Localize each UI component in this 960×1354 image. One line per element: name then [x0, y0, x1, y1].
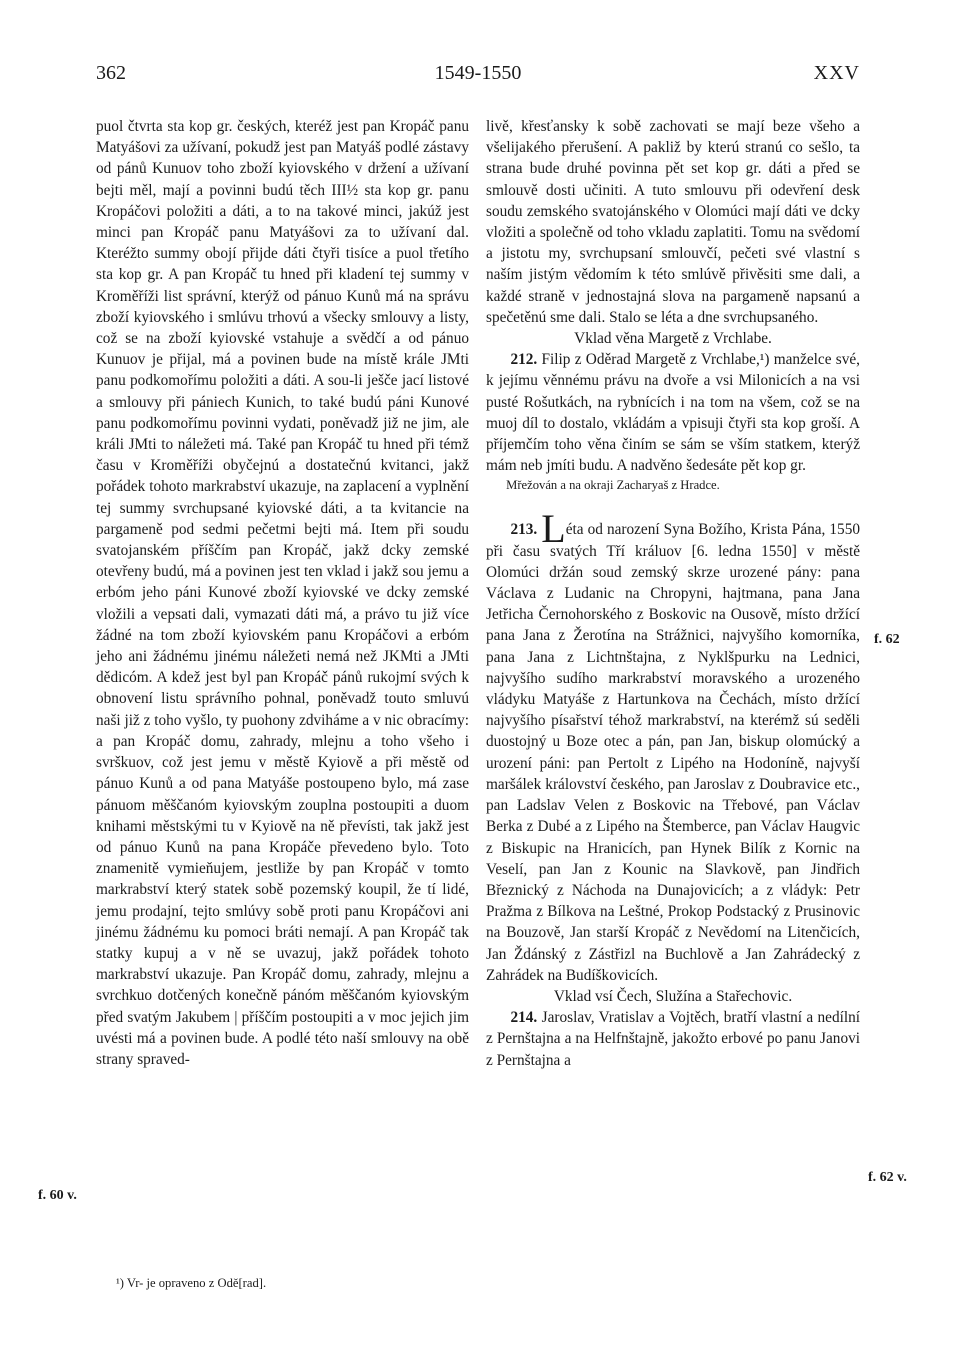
entry-214-heading: Vklad vsí Čech, Služína a Stařechovic. [553, 987, 793, 1005]
entry-213-text: éta od narození Syna Božího, Krista Pána, 1550 při času svatých Tří králuov [6. ledna 1550] v městě Olomúci držán soud zemský skrze urozené pány: pana Václava z Ludanic na Chropyni, hajtmana, pana Jana Jetřicha Černohorského z Boskovic na Ousově, místo držící pana Jana z Žerotína na Strážnici, najvyšího komorníka, pana Jana z Lichtnštajna, z Nyklšpurku na Lednici, najvyšího sudího markrabství moravského a urozeného vládyku Matyáše z Hartunkova na Čechách, místo držící najvyšího písařství téhož markrabství, na kterémž sú seděli duostojný u Boze otec a pán, pan Jan, biskup olomúcký a urození páni: pan Pertolt z Lipého na Hodoníně, najvyší maršálek království českého, pan Jaroslav z Doubravice etc., pan Ladslav Velen z Boskovic na Třebové, pan Václav Berka z Dubé a z Lipého na Štemberce, pan Václav Haugvic z Biskupic na Hranicích, pan Hynek Bilík z Kornic na Veselí, pan Jan z Kounic na Slavkově, pan Jindřich Březnický z Náchoda na Dunajovicích; a z vládyk: Petr Pražma z Bílkova na Leštné, Prokop Podstacký z Prusinovic na Bouzově, Jan starší Kropáč z Nevědomí na Litenčicích, Jan Ždánský z Zástřizl na Buchlově a Jan Zahrádecký z Zahrádek na Budíškovicích. [486, 521, 860, 984]
right-column-continuation: livě, křesťansky k sobě zachovati se mají beze všeho a všelijakého přerušení. A pakliž by kterú stranú co sešlo, ta strana bude druhé povinna pět set kop gr. dáti a před se smlouvě dosti učiniti. A tuto smlouvu při odevření desk soudu zemského svatojánského v Olomúci mají dáti ve dcky vložiti a společně od toho vkladu zaplatiti. Tomu na svědomí a jistotu my, svrchupsaní smlouvčí, pečeti své vlastní s naším jistým vědomím k této smlúvě přivěsiti sme dali, a každé straně v jednostajná slova na pargameně napsanú a spečetěnú sme dali. Stalo se léta a dne svrchupsaného. [486, 118, 860, 326]
page-number: 362 [96, 62, 126, 84]
left-column-text: puol čtvrta sta kop gr. českých, kteréž jest pan Kropáč panu Matyášovi za užívaní, pokudž jest pan Matyáš podlé zástavy od pánů Kunuov toho zboží kyiovského v držení a užívaní bejti měl, mají a povinni budú těch III½ sta kop gr. panu Kropáčovi položiti a dáti, a to na takové minci, jakúž jest minci pan Kropáč panu Matyášovi za to užívaní dal. Kteréžto summy obojí přijde dáti čtyři tisíce a puol třetího sta kop gr. A pan Kropáč tu hned při kladení tej summy v Kroměříži list správní, kterýž od pánuo Kunů má na správu zboží kyiovského i smlúvu trhovú a všecky smlouvy a listy, což se na zboží kyiovské vstahuje a svědčí a od pánuo Kunuov je přijal, má a povinen bude na místě krále JMti panu podkomořímu položiti a dáti. A sou-li ješče jací listové a smlouvy při pániech Kunich, to také budú páni Kunové panu podkomořímu povinni vydati, poněvadž již ne jim, ale králi JMti to náležeti má. Také pan Kropáč tu hned při témž času v Kroměříži obyčejnú a dostatečnú kvitanci, jakž pořádek tohoto markrabství ukazuje, na zaplacení a vyplnění tej summy svrchupsané kyiovské dáti, a ta kvitancie na pargameně pod sedmi pečetmi bejti má. Item při soudu svatojanském příščím pan Kropáč, jakž dcky zemské otevřeny budú, má a povinen jest ten vklad i jakž sou jemu a erbóm jeho páni Kunové zboží kyiovské ve dcky zemské vložili a vepsati dali, vymazati dáti má, a právo tu již více žádné na tom zboží kyiovském panu Kropáčovi a erbóm jeho ani žádnému jinému náležeti nemá než JKMti a JMti dědicóm. A kdež jest byl pan Kropáč pánů rukojmí svých k obnovení listu správního pohnal, poněvadž touto smluvú naši již z toho vyšlo, ty puohony zdviháme a v nic obracímy: a pan Kropáč domu, zahrady, mlejnu a toho všeho i svrškuov, což jest jemu v městě Kyiově a při městě od pánuo Kunů a od pana Matyáše postoupeno bylo, má zase pánuom měščanóm kyiovským zouplna postoupiti a duom knihami městskými tu v Kyiově na ně převísti, tak jakž jest od pánuo Kunů na pana Kropáče převedeno bylo. Toto znamenitě vymieňujem, jestliže by pan Kropáč v tomto markrabství který statek sobě pozemský koupil, že tí lidé, jemu prodajní, tejto smlúvy sobě proti panu Kropáčovi ani jinému žádnému ku pomoci bráti nemají. A pan Kropáč tak statky kupuj a v ně se uvazuj, jakž pořádek tohoto markrabství ukazuje. Pan Kropáč domu, zahrady, mlejnu a svrchkuo dotčených konečně pánóm měščanóm kyiovským před svatým Jakubem | příščím postoupiti a v moc jejich jim uvésti má a povinen bude. A podlé této naší smlouvy na obě strany spraved- [96, 118, 469, 1068]
header-years: 1549-1550 [434, 62, 522, 84]
margin-note-f62: f. 62 [874, 632, 900, 647]
entry-213-initial: L [541, 506, 566, 552]
entry-214-text: Jaroslav, Vratislav a Vojtěch, bratří vlastní a nedílní z Pernštajna a na Helfnštajně, jakožto erbové po panu Janovi z Pernštajna a [486, 1009, 860, 1069]
entry-212-text: Filip z Oděrad Margetě z Vrchlabe,¹) manželce své, k jejímu věnnému právu na dvoře a vsi Milonicích a na vsi pusté Rošutkách, na rybnících i na tom na všem, což se na muoj díl to dostalo, vkládám a vpisuji čtyři sta kop groší. A příjemčím toho věna činím se sám se vším statkem, kterýž mám neb jmíti budu. A nadvěno šedesáte pět kop gr. [486, 351, 860, 475]
left-column [96, 116, 469, 1070]
entry-213-paragraph [486, 506, 860, 985]
entry-212-paragraph [486, 349, 860, 476]
entry-212-note: Mřežován a na okraji Zacharyaš z Hradce. [506, 478, 720, 493]
right-column [486, 116, 860, 1071]
header-volume: XXV [813, 62, 860, 84]
entry-212-heading: Vklad věna Margetě z Vrchlabe. [574, 330, 772, 348]
entry-214-number: 214. [510, 1009, 538, 1027]
entry-213-number: 213. [510, 521, 538, 539]
footnote: ¹) Vr- je opraveno z Odě[rad]. [116, 1276, 267, 1290]
entry-214-paragraph [486, 1007, 860, 1071]
entry-212-number: 212. [510, 351, 538, 369]
running-header [96, 62, 860, 92]
margin-note-f62v: f. 62 v. [868, 1170, 907, 1185]
margin-note-f60v: f. 60 v. [38, 1188, 77, 1203]
